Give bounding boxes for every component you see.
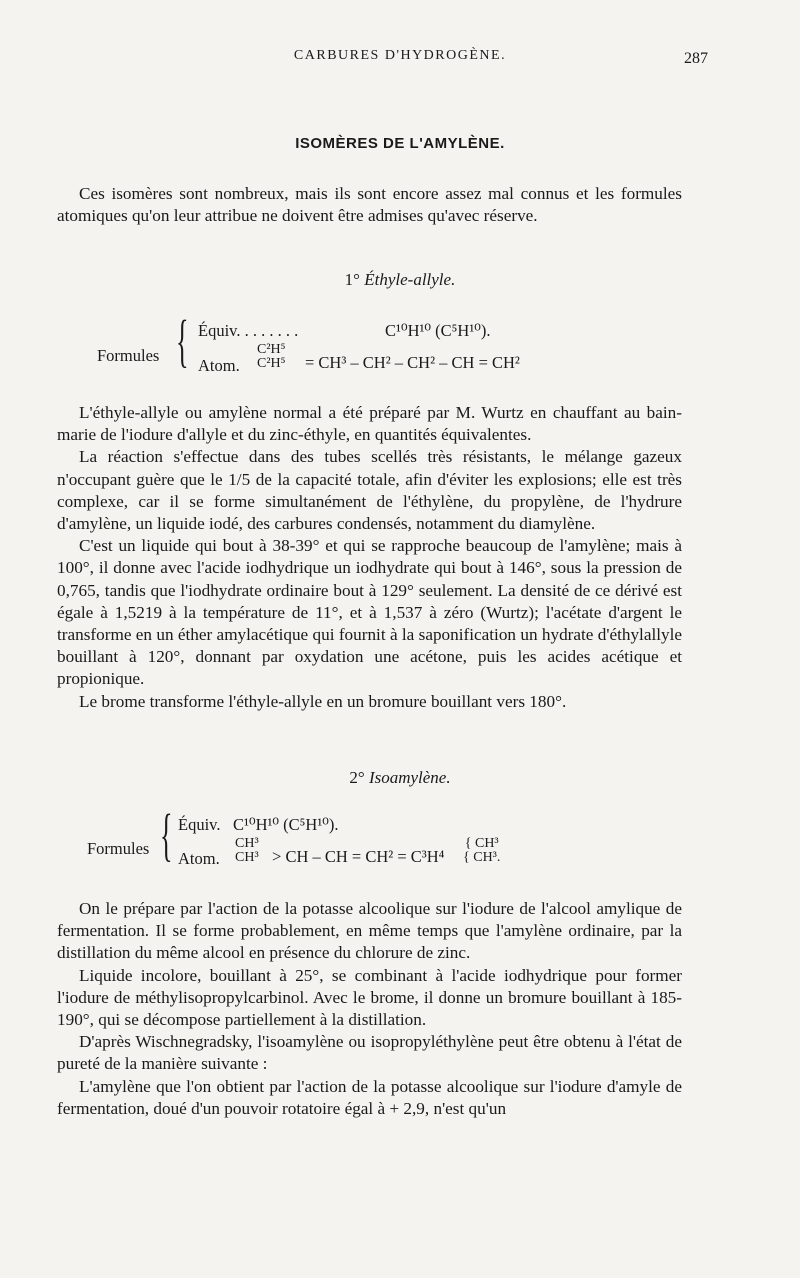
atom-stack	[257, 343, 286, 371]
section-title: ISOMÈRES DE L'AMYLÈNE.	[295, 135, 505, 152]
atom-stack	[235, 837, 259, 865]
subheading-ethyle-allyle	[0, 270, 800, 290]
atom-value: = CH³ – CH² – CH² – CH = CH²	[305, 353, 520, 372]
intro-text: Ces isomères sont nombreux, mais ils sont encore assez mal connus et les formules atomiques qu'on leur attribue ne doivent être admises qu'avec réserve.	[57, 184, 682, 226]
paragraph: L'amylène que l'on obtient par l'action de la potasse alcoolique sur l'iodure d'amyle de fermentation, doué d'un pouvoir rotatoire égal à + 2,9, n'est qu'un	[57, 1076, 682, 1118]
paragraph: L'éthyle-allyle ou amylène normal a été préparé par M. Wurtz en chauffant au bain-marie de l'iodure d'allyle et du zinc-éthyle, en quantités équivalentes.	[57, 403, 682, 445]
section2-body	[57, 898, 682, 1120]
atom-bottom: C²H⁵	[257, 356, 286, 371]
paragraph: Le brome transforme l'éthyle-allyle en un bromure bouillant vers 180°.	[79, 691, 567, 711]
formulas-label: Formules	[87, 839, 150, 858]
paragraph: Liquide incolore, bouillant à 25°, se combinant à l'acide iodhydrique pour former l'iodure de méthylisopropylcarbinol. Avec le brome, il donne un bromure bouillant à 185-190°, qui se décompose partiellement à la distillation.	[57, 965, 682, 1030]
atom-mid-text: CH – CH = CH² = C³H⁴	[285, 847, 445, 866]
equiv-label: Équiv.	[178, 815, 221, 834]
paragraph: On le prépare par l'action de la potasse alcoolique sur l'iodure de l'alcool amylique de fermentation. Il se forme probablement, en même temps que l'amylène ordinaire, par la distillation du même alcool en présence du chlorure de zinc.	[57, 899, 682, 963]
section1-body	[57, 402, 682, 713]
atom-right-top: CH³	[474, 836, 499, 851]
left-brace: {	[160, 802, 173, 867]
left-brace: {	[176, 308, 189, 373]
page-number: 287	[684, 50, 708, 67]
paragraph: C'est un liquide qui bout à 38-39° et qui se rapproche beaucoup de l'amylène; mais à 100°, il donne avec l'acide iodhydrique un iodhydrate qui bout à 146°, sous la pression de 0,765, tandis que l'iodhydrate ordinaire bout à 129° seulement. La densité de ce dérivé est égale à 1,5219 à la température de 11°, et à 1,537 à zéro (Wurtz); l'acétate d'argent le transforme en un éther amylacétique qui fournit à la saponification un hydrate d'éthylallyle bouillant à 120°, donnant par oxydation une acétone, puis les acides acétique et propionique.	[57, 536, 682, 689]
subheading-number: 1°	[344, 270, 360, 289]
equiv-label: Équiv. . . . . . . .	[198, 321, 299, 340]
intro-paragraph	[57, 183, 682, 227]
atom-bottom: CH³	[235, 850, 259, 865]
atom-top: C²H⁵	[257, 342, 286, 357]
atom-right-bottom: CH³.	[473, 850, 501, 865]
subheading-title: Éthyle-allyle.	[364, 270, 456, 289]
equiv-value: C¹⁰H¹⁰ (C⁵H¹⁰).	[233, 815, 339, 834]
formulas-label: Formules	[97, 346, 160, 365]
subheading-isoamylene	[0, 768, 800, 788]
equiv-value: C¹⁰H¹⁰ (C⁵H¹⁰).	[385, 321, 491, 340]
atom-top: CH³	[235, 836, 259, 851]
atom-label: Atom.	[178, 849, 220, 868]
atom-right-stack: { CH³ { CH³.	[463, 836, 501, 865]
atom-mid: > CH – CH = CH² = C³H⁴	[272, 847, 445, 866]
subheading-number: 2°	[349, 768, 365, 787]
running-head: CARBURES D'HYDROGÈNE.	[293, 48, 507, 63]
atom-label: Atom.	[198, 356, 240, 375]
paragraph: D'après Wischnegradsky, l'isoamylène ou isopropyléthylène peut être obtenu à l'état de pureté de la manière suivante :	[57, 1032, 682, 1074]
subheading-title: Isoamylène.	[368, 768, 451, 787]
paragraph: La réaction s'effectue dans des tubes scellés très résistants, le mélange gazeux n'occupant guère que le 1/5 de la capacité totale, afin d'éviter les explosions; elle est très complexe, car il se forme simultanément de l'éthylène, du propylène, de l'hydrure d'amylène, un liquide iodé, des carbures condensés, notamment du diamylène.	[57, 447, 682, 534]
